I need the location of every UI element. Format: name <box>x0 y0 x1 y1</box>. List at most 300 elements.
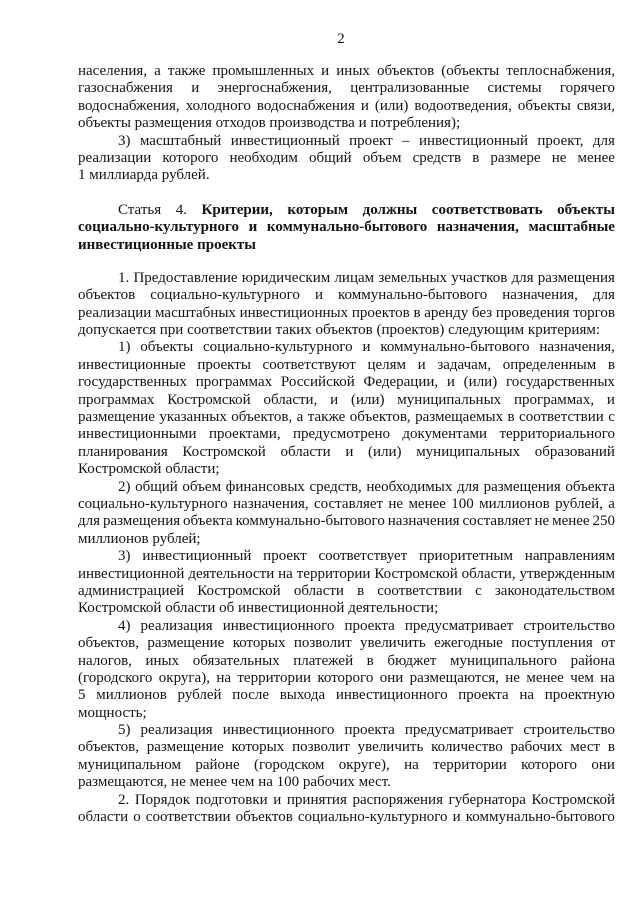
word: количество <box>431 739 503 756</box>
word: миллионов <box>78 530 149 547</box>
word: направлениям <box>524 548 615 565</box>
page-number: 2 <box>337 31 345 47</box>
word: инвестиционного <box>335 687 448 704</box>
word: и <box>417 356 426 373</box>
word: социально-культурного <box>78 495 228 512</box>
text-line <box>78 426 615 443</box>
word: выхода <box>279 687 326 704</box>
word: области <box>165 600 216 617</box>
word: рублей, <box>555 495 603 512</box>
word: масштабных <box>155 304 236 321</box>
text-line <box>78 583 615 600</box>
word: менее <box>577 149 615 166</box>
word: размещения <box>537 269 615 286</box>
word: объектов <box>78 287 136 304</box>
text-line <box>78 809 615 826</box>
part-1 <box>78 270 615 792</box>
text-line <box>78 409 615 426</box>
word: о <box>133 809 141 826</box>
word: соответствии <box>519 409 604 426</box>
word: инвестиционный <box>418 132 528 149</box>
word: Критерии, <box>201 201 273 218</box>
word: водоснабжения <box>256 97 355 114</box>
paragraph-continuation <box>78 63 615 133</box>
word: территории <box>433 756 507 773</box>
word: в <box>366 652 374 669</box>
word: чем <box>570 669 594 686</box>
word: назначения <box>387 513 460 530</box>
word: планирования <box>78 443 168 460</box>
word: 3) <box>118 132 131 149</box>
word: документами <box>402 426 488 443</box>
word: соответствовать <box>431 201 543 218</box>
word: инвестиционными <box>78 426 197 443</box>
word: не <box>388 495 404 512</box>
word: централизованные <box>350 80 470 97</box>
word: размещение <box>147 635 225 652</box>
word: миллионов <box>479 495 550 512</box>
word: принятия <box>286 791 347 808</box>
word: соответствии <box>145 809 231 826</box>
word: области <box>280 443 331 460</box>
word: средств <box>412 149 462 166</box>
word: поступления <box>511 635 593 652</box>
word: в <box>607 739 615 756</box>
word: области <box>293 582 344 599</box>
text-line <box>78 531 615 548</box>
word: (объекты <box>441 63 500 79</box>
word: а <box>154 63 161 79</box>
word: мест. <box>358 774 391 791</box>
word: чем <box>230 774 255 791</box>
word: которых <box>231 739 285 756</box>
word: размещение <box>146 739 224 756</box>
text-line <box>78 739 615 756</box>
word: 4. <box>175 201 187 218</box>
word: объектов, <box>231 409 293 426</box>
word: лицам <box>334 269 375 286</box>
word: инвестиционной <box>78 565 185 582</box>
word: и <box>446 374 455 391</box>
word: ежегодные <box>434 635 503 652</box>
word: средств, <box>309 478 362 495</box>
word: назначения, <box>436 219 519 236</box>
word: Костромской <box>182 443 266 460</box>
word: государственных <box>505 374 615 391</box>
word: после <box>232 687 269 704</box>
text-line <box>78 115 615 132</box>
word: инвестиционной <box>238 600 345 617</box>
text-line <box>78 322 615 339</box>
word: округе), <box>338 756 390 773</box>
word: рублей. <box>161 167 210 184</box>
paragraph-criterion-4 <box>78 618 615 722</box>
word: объекты <box>78 115 131 132</box>
word: инвестиционные <box>78 356 186 373</box>
word: не <box>551 149 567 166</box>
text-line <box>78 270 615 287</box>
word: законодательством <box>494 582 615 599</box>
word: торгов <box>573 304 615 321</box>
word: критериям: <box>527 322 601 339</box>
text-line <box>78 687 615 704</box>
word: не <box>505 669 520 686</box>
word: (городского <box>78 669 153 686</box>
word: территории <box>296 565 371 582</box>
word: объектов <box>377 63 435 79</box>
word: объем <box>182 478 222 495</box>
word: утвержденным <box>519 565 615 582</box>
word: губернатора <box>448 791 526 808</box>
word: бюджет <box>387 652 437 669</box>
word: районе <box>195 756 240 773</box>
document-body <box>78 63 615 826</box>
word: (или) <box>463 374 498 391</box>
word: размере <box>490 149 541 166</box>
word: теплоснабжения, <box>506 63 615 79</box>
word: которым <box>287 201 349 218</box>
word: аренду <box>424 304 469 321</box>
word: менее <box>526 669 564 686</box>
word: администрацией <box>78 582 185 599</box>
word: и <box>362 339 371 356</box>
word: размещения <box>134 115 212 132</box>
word: социально-культурного <box>78 219 239 236</box>
text-line <box>78 287 615 304</box>
text-line <box>78 392 615 409</box>
word: иных <box>145 652 180 669</box>
text-line <box>78 133 615 150</box>
word: 250 <box>592 513 615 530</box>
word: проекта <box>458 687 509 704</box>
word: населения, <box>78 63 148 79</box>
word: Костромской <box>374 565 458 582</box>
text-line <box>78 566 615 583</box>
word: инвестиционного <box>222 722 335 739</box>
word: указанных <box>159 409 227 426</box>
word: рабочих <box>302 774 355 791</box>
word: проекта <box>344 722 395 739</box>
word: потребления); <box>370 115 461 132</box>
word: допускается <box>78 322 156 339</box>
word: также <box>167 63 206 79</box>
word: 3) <box>118 548 131 565</box>
word: инвестиционных <box>239 304 349 321</box>
word: газоснабжения <box>78 80 173 97</box>
word: земельных <box>378 269 448 286</box>
word: программах <box>195 374 273 391</box>
word: проект <box>263 548 307 565</box>
word: распоряжения <box>352 791 443 808</box>
text-line <box>78 600 615 617</box>
word: позволит <box>292 739 350 756</box>
text-line <box>78 374 615 391</box>
word: масштабный <box>139 132 222 149</box>
word: они <box>379 669 404 686</box>
text-line <box>78 548 615 565</box>
paragraph-criterion-1 <box>78 339 615 478</box>
word: миллионов <box>96 687 167 704</box>
word: миллиарда <box>89 167 159 184</box>
word: социально-культурного <box>203 339 353 356</box>
word: системы <box>487 80 542 97</box>
word: масштабные <box>528 219 615 236</box>
word: государственных <box>78 374 187 391</box>
word: они <box>591 756 615 773</box>
word: на <box>600 669 615 686</box>
word: должны <box>362 201 418 218</box>
word: коммунально-бытового <box>465 809 615 826</box>
word: проекты <box>197 236 256 253</box>
word: объем <box>362 149 402 166</box>
text-line <box>78 757 615 774</box>
text-line <box>78 479 615 496</box>
word: реализация <box>140 722 213 739</box>
word: Костромской <box>197 582 281 599</box>
word: проект, <box>537 132 584 149</box>
word: области, <box>461 565 516 582</box>
word: 4) <box>118 617 131 634</box>
paragraph-criterion-3 <box>78 548 615 618</box>
word: муниципальном <box>78 756 181 773</box>
word: от <box>601 635 615 652</box>
word: строительство <box>523 722 615 739</box>
word: в <box>413 304 421 321</box>
text-line <box>78 150 615 167</box>
paragraph-large-project-definition <box>78 133 615 185</box>
word: социально-культурного <box>150 287 300 304</box>
word: и <box>358 115 367 132</box>
word: а <box>608 495 615 512</box>
word: размещения <box>102 513 181 530</box>
word: необходимых <box>366 478 453 495</box>
word: объектов, <box>78 635 139 652</box>
word: обязательных <box>192 652 280 669</box>
word: Предоставление <box>133 269 238 286</box>
text-line <box>78 80 615 97</box>
word: для <box>592 132 615 149</box>
word: программах, <box>513 391 595 408</box>
text-line <box>78 774 615 791</box>
word: а <box>296 409 304 426</box>
text-line <box>78 670 615 687</box>
word: 2) <box>118 478 131 495</box>
word: участков <box>451 269 508 286</box>
word: водоотведения, <box>414 97 512 114</box>
word: коммунально-бытового <box>380 339 530 356</box>
word: и <box>273 791 282 808</box>
word: определенным <box>502 356 597 373</box>
word: водоснабжения, <box>78 97 180 114</box>
word: соответствуют <box>262 356 356 373</box>
word: объектов, <box>349 409 411 426</box>
word: назначения, <box>539 339 615 356</box>
word: которого <box>162 149 219 166</box>
word: на <box>404 756 419 773</box>
word: проведения <box>495 304 570 321</box>
word: предусматривает <box>404 722 514 739</box>
word: (проектов) <box>376 322 445 339</box>
word: таких <box>275 322 312 339</box>
word: Костромской <box>78 600 162 617</box>
word: промышленных <box>212 63 315 79</box>
word: 1) <box>118 339 131 356</box>
word: и <box>191 80 200 97</box>
text-line <box>78 618 615 635</box>
word: предусмотрено <box>293 426 390 443</box>
word: юридическим <box>241 269 331 286</box>
word: Федерации, <box>363 374 439 391</box>
word: объектов, <box>78 739 139 756</box>
word: и <box>248 219 258 236</box>
heading-line <box>78 237 615 254</box>
word: в <box>607 356 615 373</box>
text-line <box>78 167 615 184</box>
word: инвестиционный <box>142 548 252 565</box>
word: связи, <box>576 97 615 114</box>
word: (или) <box>350 391 385 408</box>
paragraph-criterion-5 <box>78 722 615 792</box>
word: Порядок <box>134 791 190 808</box>
word: 2. <box>118 791 130 808</box>
word: 100 <box>276 774 300 791</box>
word: предусматривает <box>404 617 514 634</box>
word: 1 <box>78 167 86 184</box>
word: объекта <box>183 513 233 530</box>
word: соответствии <box>377 582 463 599</box>
word: и <box>330 391 339 408</box>
text-line <box>78 496 615 513</box>
word: муниципальных <box>416 443 521 460</box>
word: на <box>216 669 231 686</box>
word: производства <box>269 115 355 132</box>
word: иных <box>336 63 370 79</box>
word: строительство <box>523 617 615 634</box>
word: деятельности <box>188 565 275 582</box>
word: муниципального <box>449 652 558 669</box>
heading-line <box>78 219 615 236</box>
word: составляет <box>313 495 384 512</box>
word: в <box>472 149 480 166</box>
word: коммунально-бытового <box>338 287 488 304</box>
word: округа), <box>158 669 210 686</box>
word: и <box>360 97 369 114</box>
word: деятельности; <box>348 600 439 617</box>
text-line <box>78 792 615 809</box>
word: проект <box>349 132 393 149</box>
word: размещения <box>483 478 561 495</box>
word: соответствует <box>318 548 408 565</box>
word: Российской <box>280 374 355 391</box>
word: социально-культурного <box>297 809 448 826</box>
word: инвестиционного <box>222 617 335 634</box>
text-line <box>78 461 615 478</box>
word: следующим <box>448 322 525 339</box>
word: 1. <box>118 269 130 286</box>
text-line <box>78 722 615 739</box>
word: и <box>452 809 461 826</box>
word: (или) <box>368 443 402 460</box>
word: общий <box>135 478 178 495</box>
text-line <box>78 63 615 80</box>
paragraph-intro <box>78 270 615 340</box>
word: холодного <box>185 97 251 114</box>
word: 5 <box>78 687 86 704</box>
word: также <box>307 409 346 426</box>
word: (городском <box>254 756 325 773</box>
word: назначения, <box>502 287 578 304</box>
word: приоритетным <box>419 548 513 565</box>
word: налогов, <box>78 652 132 669</box>
word: 5) <box>118 722 131 739</box>
word: реализации <box>78 304 152 321</box>
word: в <box>357 582 365 599</box>
word: проектов <box>351 304 410 321</box>
word: менее <box>189 774 227 791</box>
word: района <box>570 652 615 669</box>
word: позволит <box>293 635 352 652</box>
word: для <box>78 513 101 530</box>
word: 100 <box>451 495 474 512</box>
word: коммунально-бытового <box>266 219 428 236</box>
word: финансовых <box>225 478 305 495</box>
word: (или) <box>374 97 409 114</box>
word: инвестиционный <box>230 132 340 149</box>
word: рабочих <box>510 739 563 756</box>
text-line <box>78 305 615 322</box>
word: инвестиционные <box>78 236 194 253</box>
word: реализация <box>140 617 213 634</box>
word: которых <box>232 635 286 652</box>
word: образований <box>534 443 615 460</box>
word: для <box>592 287 615 304</box>
word: – <box>402 132 410 149</box>
word: целям <box>367 356 407 373</box>
word: об <box>219 600 235 617</box>
word: соответствии <box>187 322 272 339</box>
word: которого <box>317 669 374 686</box>
word: объекты <box>517 97 571 114</box>
word: размещаются, <box>409 669 499 686</box>
word: объекты <box>557 201 615 218</box>
word: для <box>456 478 479 495</box>
word: мест <box>570 739 601 756</box>
word: проектами, <box>208 426 281 443</box>
word: и <box>314 287 323 304</box>
word: коммунально-бытового <box>235 513 385 530</box>
word: без <box>471 304 493 321</box>
word: мощность; <box>78 704 147 721</box>
word: проекта <box>344 617 395 634</box>
word: Костромской <box>167 391 251 408</box>
word: территории <box>237 669 312 686</box>
text-line <box>78 513 615 530</box>
text-line <box>78 635 615 652</box>
word: при <box>159 322 184 339</box>
word: увеличить <box>357 739 424 756</box>
word: размещаются, <box>78 774 168 791</box>
word: Костромской <box>531 791 615 808</box>
word: отходов <box>215 115 266 132</box>
word: увеличить <box>360 635 426 652</box>
word: энергоснабжения, <box>217 80 332 97</box>
word: на <box>258 774 273 791</box>
word: реализации <box>78 149 152 166</box>
text-line <box>78 705 615 722</box>
word: не <box>534 513 550 530</box>
word: платежей <box>293 652 354 669</box>
text-line <box>78 98 615 115</box>
